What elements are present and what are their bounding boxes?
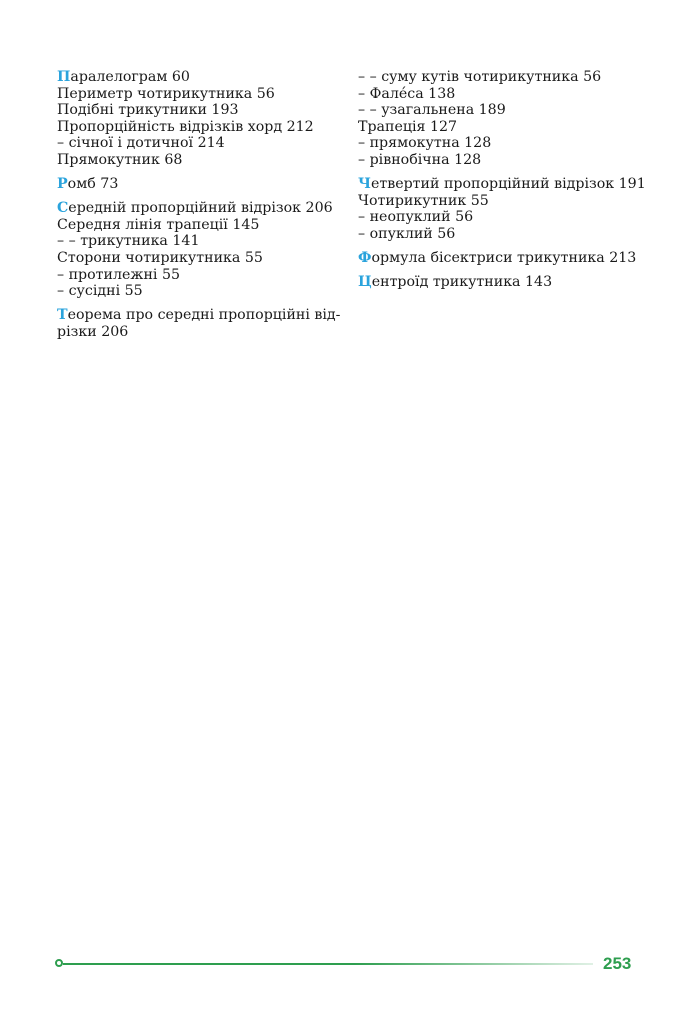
index-entry: Середня лінія трапеції 145 xyxy=(57,216,260,233)
index-entry: Трапеція 127 xyxy=(358,118,458,135)
index-entry: – січної і дотичної 214 xyxy=(57,135,225,152)
footer-decorative-rule xyxy=(55,958,595,970)
index-entry xyxy=(57,200,342,217)
index-entry: – Фалéса 138 xyxy=(358,85,456,102)
index-entry: – – узагальнена 189 xyxy=(358,102,506,119)
index-entry: – опуклий 56 xyxy=(358,225,456,242)
index-group-ts xyxy=(358,274,658,291)
index-group-s xyxy=(57,200,342,300)
index-group-ch xyxy=(358,176,658,242)
index-entry xyxy=(57,307,342,324)
index-group-r xyxy=(57,176,342,193)
index-column-left xyxy=(57,69,342,348)
index-entry: – – суму кутів чотирикутника 56 xyxy=(358,69,602,85)
index-entry-text: ентроїд трикутника 143 xyxy=(371,274,553,291)
index-entry xyxy=(358,176,658,193)
index-entry: різки 206 xyxy=(57,323,129,340)
index-group-p xyxy=(57,69,342,169)
index-letter-initial: Ц xyxy=(358,274,372,291)
index-entry: – – трикутника 141 xyxy=(57,233,200,250)
index-group-t xyxy=(57,307,342,340)
index-entry: – прямокутна 128 xyxy=(358,135,492,152)
index-letter-initial: П xyxy=(57,69,71,85)
index-letter-initial: С xyxy=(57,200,69,217)
index-entry: – рівнобічна 128 xyxy=(358,151,482,168)
page-number: 253 xyxy=(603,954,632,973)
index-entry: Пропорційність відрізків хорд 212 xyxy=(57,118,314,135)
circle-icon xyxy=(55,959,63,967)
index-entry: Сторони чотирикутника 55 xyxy=(57,249,263,266)
index-entry-text: ередній пропорційний відрізок 206 xyxy=(68,200,333,217)
index-letter-initial: Р xyxy=(57,176,68,193)
index-letter-initial: Ч xyxy=(358,176,371,193)
index-entry: Прямокутник 68 xyxy=(57,151,183,168)
index-entry: Периметр чотирикутника 56 xyxy=(57,85,275,102)
index-entry: – протилежні 55 xyxy=(57,266,181,283)
index-letter-initial: Т xyxy=(57,307,68,324)
index-group-t-continued xyxy=(358,69,658,169)
index-column-right xyxy=(358,69,658,298)
index-entry: – неопуклий 56 xyxy=(358,209,474,226)
index-entry: Подібні трикутники 193 xyxy=(57,102,239,119)
index-entry-text: еорема про середні пропорційні від- xyxy=(67,307,341,324)
index-entry-text: аралелограм 60 xyxy=(70,69,190,85)
index-entry xyxy=(358,250,658,267)
index-entry xyxy=(57,176,342,193)
footer-divider xyxy=(63,963,593,965)
index-entry-text: етвертий пропорційний відрізок 191 xyxy=(370,176,646,193)
index-letter-initial: Ф xyxy=(358,249,372,266)
index-entry: – сусідні 55 xyxy=(57,283,143,300)
index-entry xyxy=(57,69,342,86)
index-group-f xyxy=(358,250,658,267)
index-entry-text: омб 73 xyxy=(67,176,119,193)
index-entry xyxy=(358,274,658,291)
index-entry-text: ормула бісектриси трикутника 213 xyxy=(371,249,637,266)
index-entry: Чотирикутник 55 xyxy=(358,192,489,209)
